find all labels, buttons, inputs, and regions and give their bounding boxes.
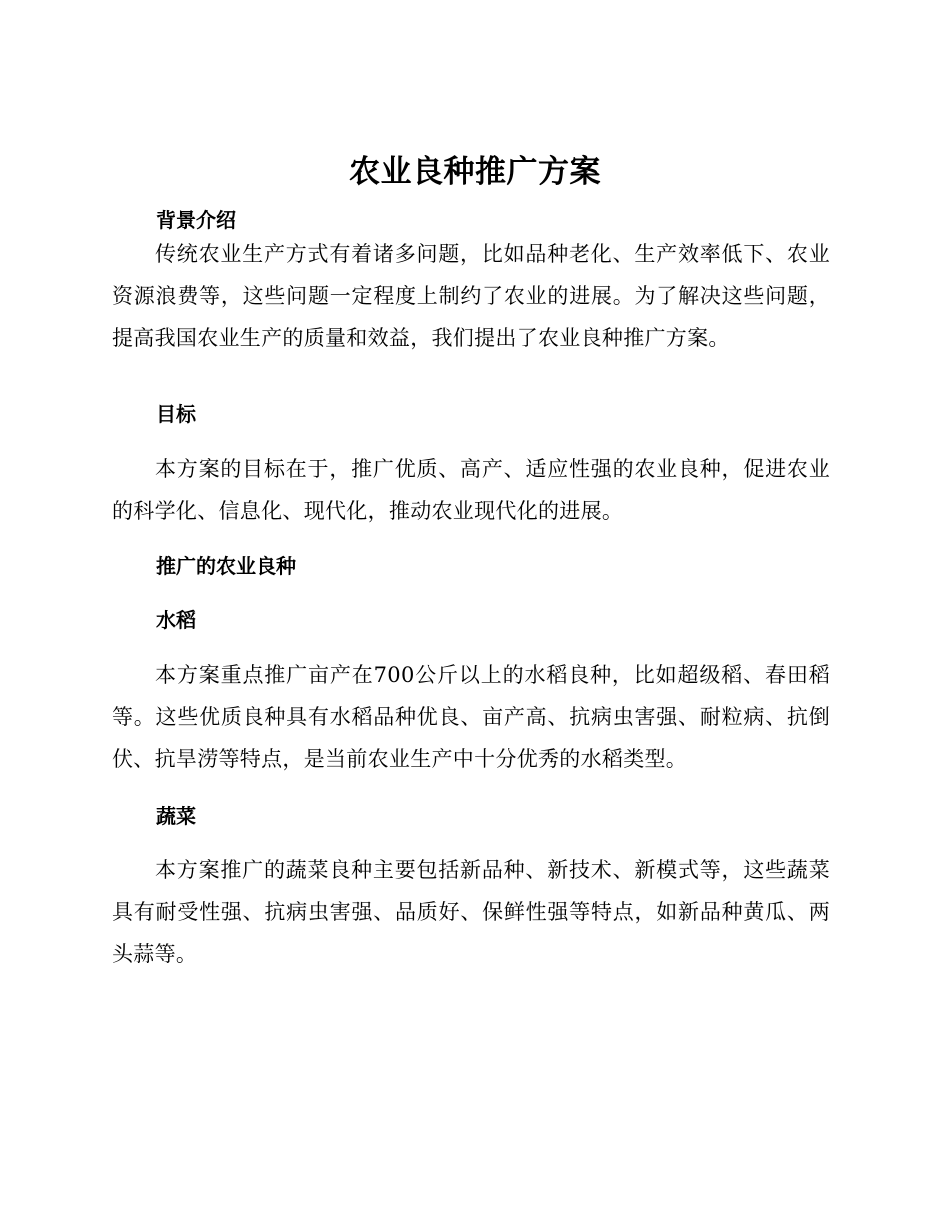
section-body-rice: 本方案重点推广亩产在700公斤以上的水稻良种，比如超级稻、春田稻等。这些优质良种具有水稻品种优良、亩产高、抗病虫害强、耐粒病、抗倒伏、抗旱涝等特点，是当前农业生产中十分优秀的水稻类型。	[112, 663, 830, 771]
section-heading-promoted-varieties: 推广的农业良种	[156, 554, 296, 578]
section-heading-rice: 水稻	[156, 608, 196, 632]
section-heading-goal: 目标	[156, 402, 196, 426]
section-heading-background: 背景介绍	[156, 208, 236, 232]
section-body-vegetables: 本方案推广的蔬菜良种主要包括新品种、新技术、新模式等，这些蔬菜具有耐受性强、抗病虫害强、品质好、保鲜性强等特点，如新品种黄瓜、两头蒜等。	[112, 858, 830, 966]
document-title: 农业良种推广方案	[349, 154, 601, 190]
section-body-goal: 本方案的目标在于，推广优质、高产、适应性强的农业良种，促进农业的科学化、信息化、现代化，推动农业现代化的进展。	[112, 457, 830, 523]
section-body-background: 传统农业生产方式有着诸多问题，比如品种老化、生产效率低下、农业资源浪费等，这些问题一定程度上制约了农业的进展。为了解决这些问题，提高我国农业生产的质量和效益，我们提出了农业良种推广方案。	[112, 242, 830, 350]
section-heading-vegetables: 蔬菜	[156, 804, 196, 828]
